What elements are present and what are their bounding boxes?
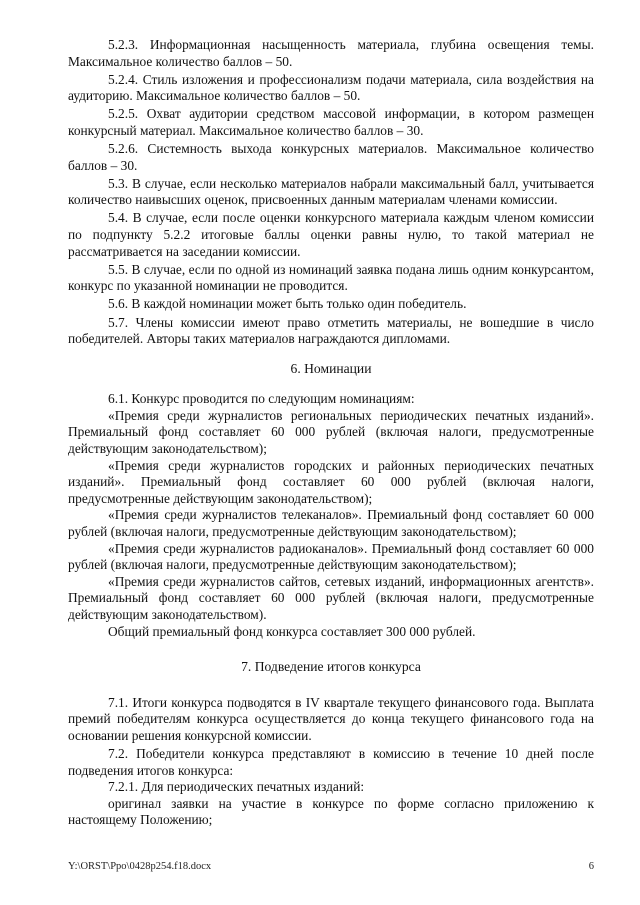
- total-prize-fund: Общий премиальный фонд конкурса составляет 300 000 рублей.: [108, 623, 476, 639]
- section-heading-nominations: 6. Номинации: [290, 360, 372, 376]
- paragraph-5-2-3: 5.2.3. Информационная насыщенность материала, глубина освещения темы. Максимальное количество баллов – 50.: [68, 37, 594, 69]
- paragraph-5-4: 5.4. В случае, если после оценки конкурсного материала каждым членом комиссии по подпункту 5.2.2 итоговые баллы оценки равны нулю, то такой материал не рассматривается на заседании комиссии.: [68, 210, 594, 259]
- page-number: 6: [588, 861, 594, 872]
- nomination-tv-channels: «Премия среди журналистов телеканалов». Премиальный фонд составляет 60 000 рублей (включая налоги, предусмотренные действующим законодательством);: [68, 507, 594, 540]
- paragraph-5-7: 5.7. Члены комиссии имеют право отметить материалы, не вошедшие в число победителей. Авторы таких материалов награждаются дипломами.: [68, 314, 594, 347]
- paragraph-5-2-6: 5.2.6. Системность выхода конкурсных материалов. Максимальное количество баллов – 30.: [68, 141, 594, 173]
- paragraph-5-2-5: 5.2.5. Охват аудитории средством массовой информации, в котором размещен конкурсный материал. Максимальное количество баллов – 30.: [68, 106, 594, 138]
- paragraph-6-1: 6.1. Конкурс проводится по следующим номинациям:: [108, 391, 415, 407]
- document-body: [68, 37, 594, 829]
- paragraph-7-1: 7.1. Итоги конкурса подводятся в IV квартале текущего финансового года. Выплата премий победителям конкурса осуществляется до конца текущего финансового года на основании решения конкурсной комиссии.: [68, 694, 594, 743]
- nomination-regional-print: «Премия среди журналистов региональных периодических печатных изданий». Премиальный фонд составляет 60 000 рублей (включая налоги, предусмотренные действующим законодательством);: [68, 407, 594, 457]
- footer-file-path: Y:\ORST\Ppo\0428p254.f18.docx: [68, 861, 212, 872]
- paragraph-5-3: 5.3. В случае, если несколько материалов набрали максимальный балл, учитывается количество наивысших оценок, присвоенных данным материалам членами комиссии.: [68, 175, 594, 208]
- paragraph-7-2: 7.2. Победители конкурса представляют в комиссию в течение 10 дней после подведения итогов конкурса:: [68, 746, 594, 778]
- nomination-websites-agencies: «Премия среди журналистов сайтов, сетевых изданий, информационных агентств». Премиальный фонд составляет 60 000 рублей (включая налоги, предусмотренные действующим законодательством).: [68, 573, 594, 622]
- section-heading-results: 7. Подведение итогов конкурса: [241, 659, 421, 675]
- nomination-city-district-print: «Премия среди журналистов городских и районных периодических печатных изданий». Премиальный фонд составляет 60 000 рублей (включая налоги, предусмотренные действующим законодательством);: [68, 457, 594, 506]
- paragraph-7-2-1: 7.2.1. Для периодических печатных изданий:: [108, 779, 365, 795]
- nomination-radio-channels: «Премия среди журналистов радиоканалов». Премиальный фонд составляет 60 000 рублей (включая налоги, предусмотренные действующим законодательством);: [68, 540, 594, 573]
- paragraph-5-6: 5.6. В каждой номинации может быть только один победитель.: [108, 296, 467, 312]
- paragraph-original-application: оригинал заявки на участие в конкурсе по форме согласно приложению к настоящему Положению;: [68, 795, 594, 828]
- paragraph-5-2-4: 5.2.4. Стиль изложения и профессионализм подачи материала, сила воздействия на аудиторию. Максимальное количество баллов – 50.: [68, 71, 594, 104]
- paragraph-5-5: 5.5. В случае, если по одной из номинаций заявка подана лишь одним конкурсантом, конкурс по указанной номинации не проводится.: [68, 261, 594, 294]
